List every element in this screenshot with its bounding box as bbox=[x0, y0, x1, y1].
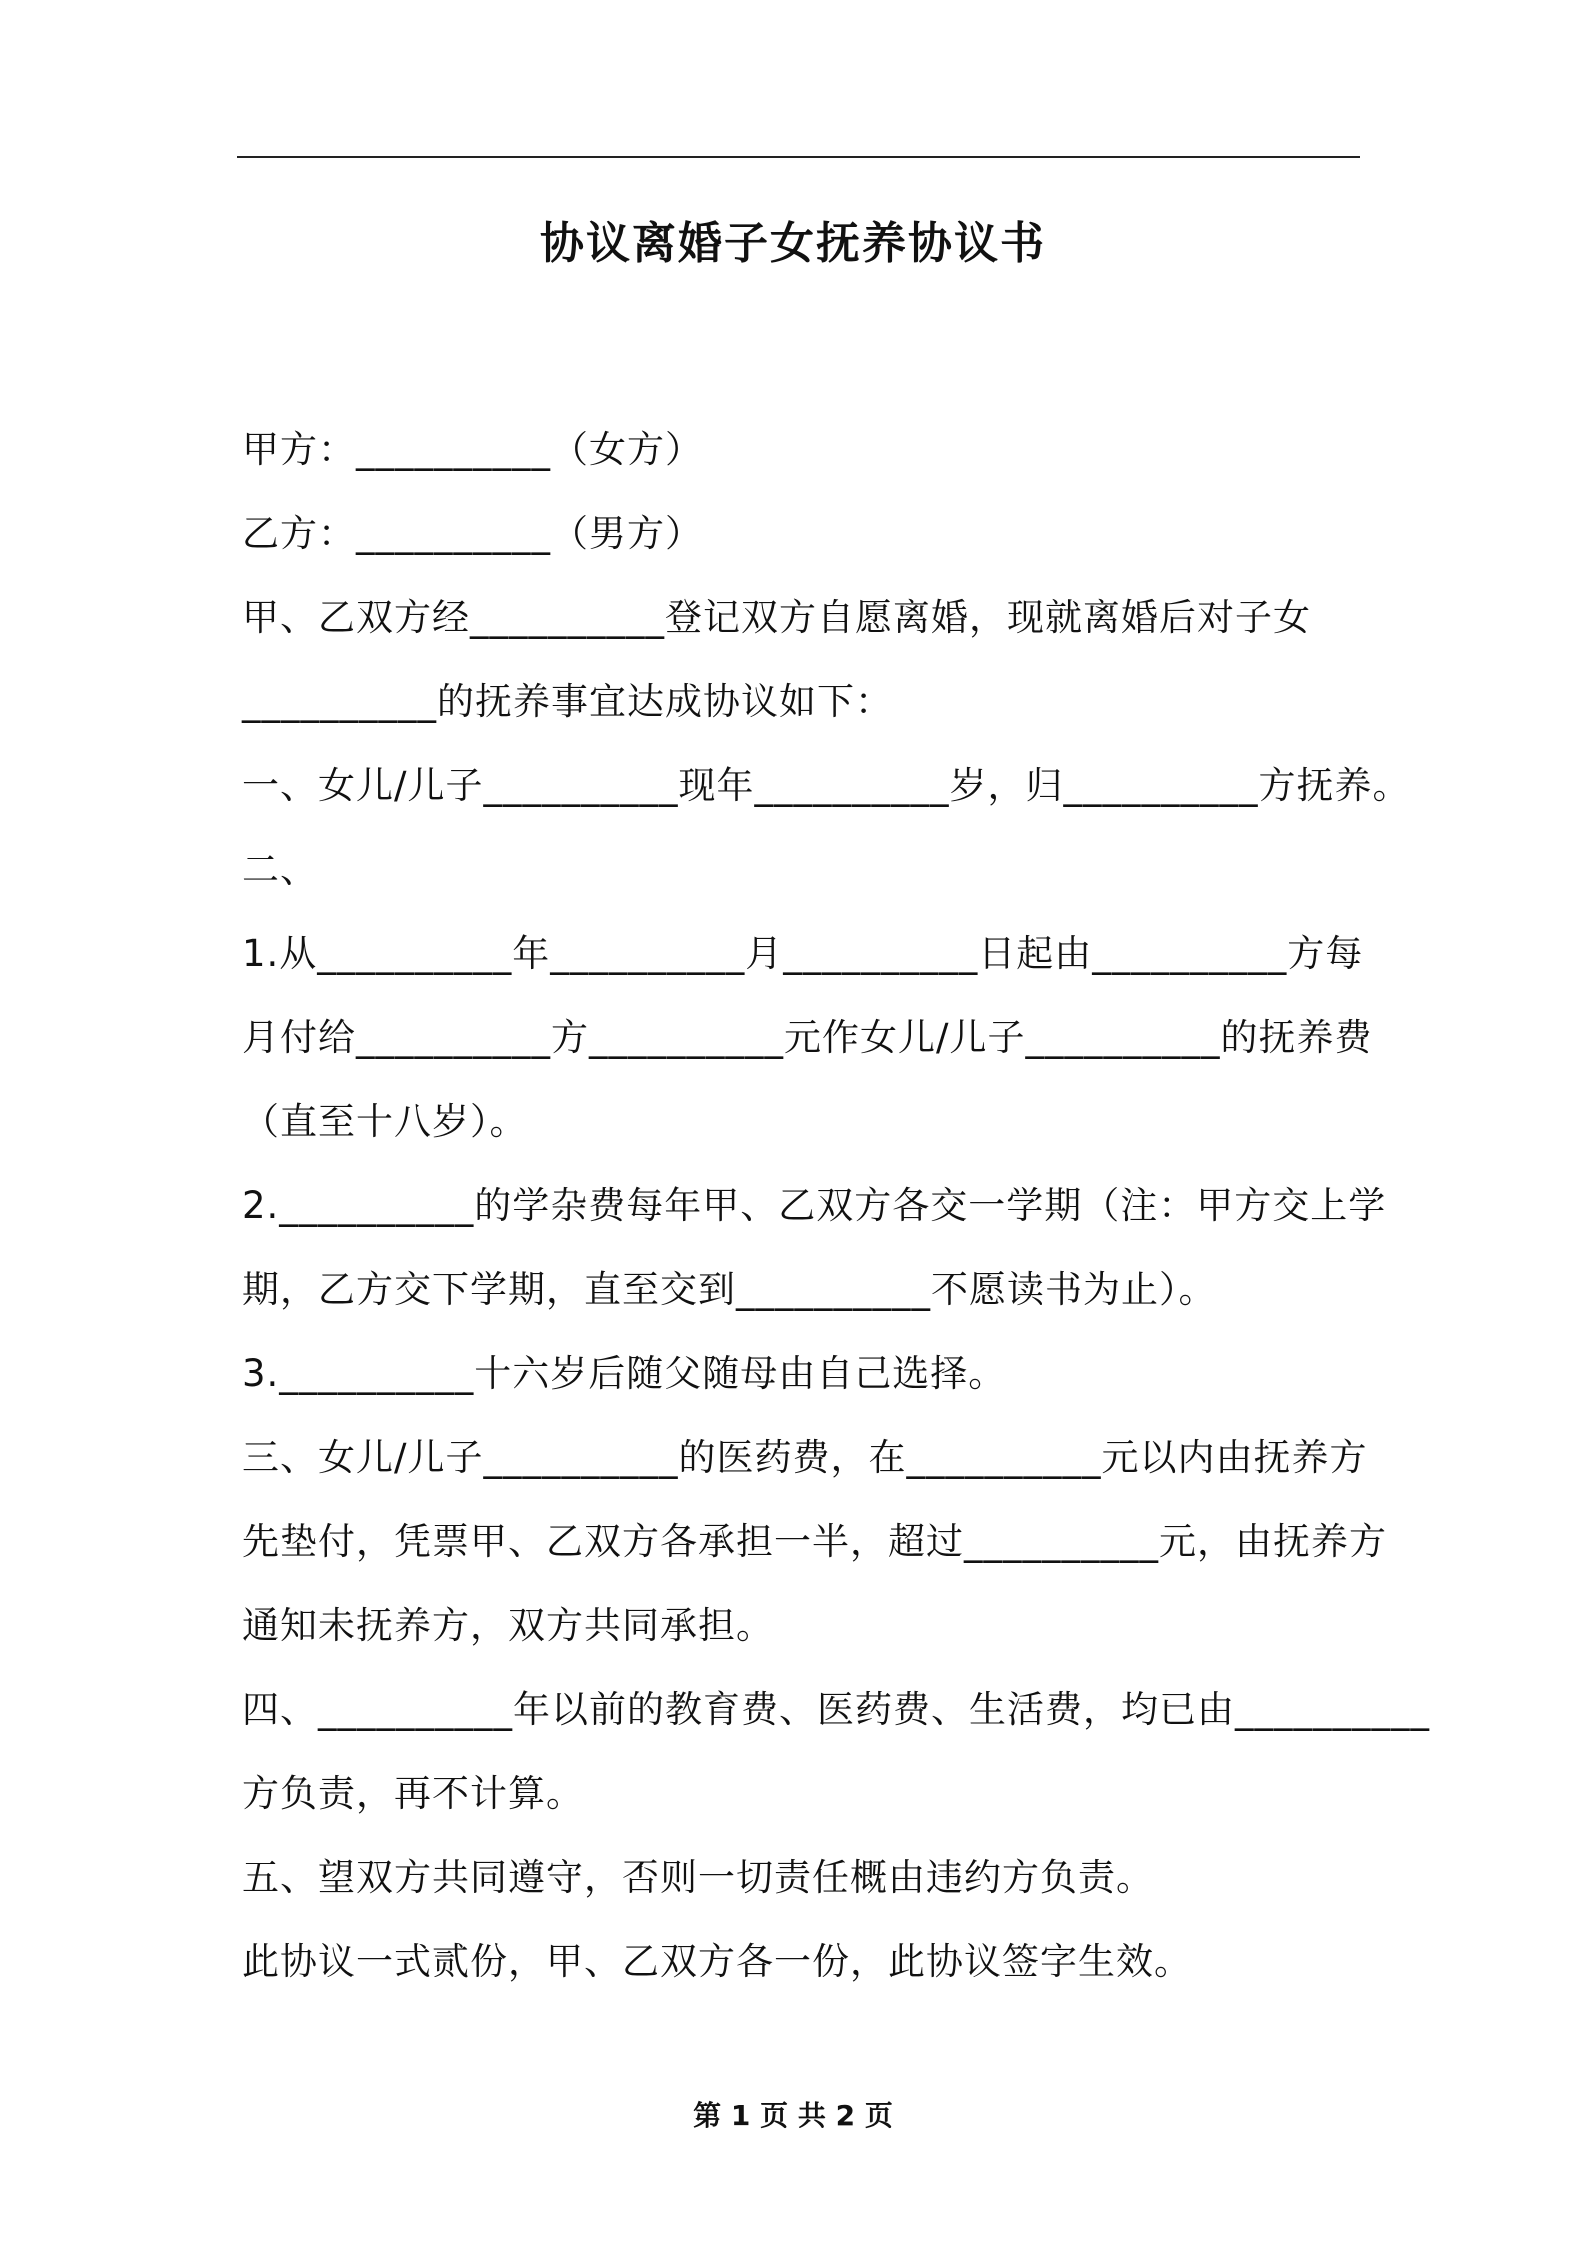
clause-4-line-2: 方负责，再不计算。 bbox=[242, 1772, 584, 1815]
party-a-line: 甲方：__________（女方） bbox=[242, 428, 703, 471]
document-title: 协议离婚子女抚养协议书 bbox=[540, 218, 1046, 269]
clause-3-line-1: 三、女儿/儿子__________的医药费，在__________元以内由抚养方 bbox=[242, 1436, 1368, 1479]
clause-3-line-2: 先垫付，凭票甲、乙双方各承担一半，超过__________元，由抚养方 bbox=[242, 1520, 1387, 1563]
clause-2-item-2-line-2: 期，乙方交下学期，直至交到__________不愿读书为止）。 bbox=[242, 1268, 1217, 1311]
clause-2-item-3-line: 3.__________十六岁后随父随母由自己选择。 bbox=[242, 1352, 1007, 1395]
clause-2-item-1-line-3: （直至十八岁）。 bbox=[242, 1100, 528, 1143]
clause-4-line-1: 四、__________年以前的教育费、医药费、生活费，均已由__________ bbox=[242, 1688, 1430, 1731]
closing-line: 此协议一式贰份，甲、乙双方各一份，此协议签字生效。 bbox=[242, 1940, 1192, 1983]
preamble-line-1: 甲、乙双方经__________登记双方自愿离婚，现就离婚后对子女 bbox=[242, 596, 1311, 639]
clause-2-item-1-line-2: 月付给__________方__________元作女儿/儿子__________的抚养费 bbox=[242, 1016, 1373, 1059]
party-b-line: 乙方：__________（男方） bbox=[242, 512, 703, 555]
document-body bbox=[242, 408, 1430, 2004]
clause-5-line: 五、望双方共同遵守，否则一切责任概由违约方负责。 bbox=[242, 1856, 1154, 1899]
clause-1-line: 一、女儿/儿子__________现年__________岁，归__________方抚养。 bbox=[242, 764, 1411, 807]
page-number-footer: 第 1 页 共 2 页 bbox=[693, 2099, 893, 2132]
preamble-line-2: __________的抚养事宜达成协议如下： bbox=[242, 680, 893, 723]
clause-2-item-1-line-1: 1.从__________年__________月__________日起由__________方每 bbox=[242, 932, 1364, 975]
clause-2-heading: 二、 bbox=[242, 848, 318, 891]
header-rule bbox=[237, 156, 1360, 158]
clause-2-item-2-line-1: 2.__________的学杂费每年甲、乙双方各交一学期（注：甲方交上学 bbox=[242, 1184, 1387, 1227]
clause-3-line-3: 通知未抚养方，双方共同承担。 bbox=[242, 1604, 774, 1647]
